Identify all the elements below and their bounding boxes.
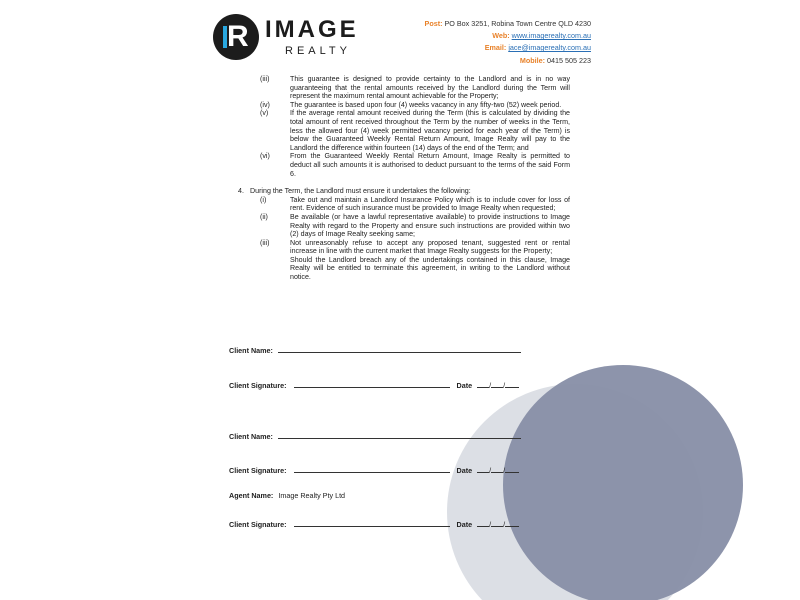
logo-wordmark: IMAGE [265, 16, 359, 43]
clause-text: This guarantee is designed to provide certainty to the Landlord and is in no way guaranteeing that the rental amounts received by the Landlord during the Term will represent the maximum rental amount achievable for the Property; [290, 75, 570, 101]
mobile-label: Mobile: [519, 55, 546, 65]
agent-name-label: Agent Name: [229, 491, 274, 500]
clause-number: (v) [260, 109, 269, 118]
client-signature-row-2 [229, 465, 519, 475]
date-year-field[interactable] [505, 380, 519, 388]
client-signature-row-3 [229, 519, 519, 529]
dark-circle [503, 365, 743, 600]
client-signature-field[interactable] [294, 519, 450, 527]
agent-name-row [229, 491, 345, 500]
date-slash: / [503, 466, 506, 475]
contact-block [425, 18, 591, 67]
clause-number: (vi) [260, 152, 270, 161]
client-signature-field[interactable] [294, 465, 450, 473]
web-label: Web: [492, 31, 510, 41]
client-signature-label: Client Signature: [229, 520, 287, 529]
client-name-label: Client Name: [229, 432, 273, 441]
client-name-row-1 [229, 345, 521, 355]
logo-mark [213, 14, 259, 60]
contact-post [425, 18, 591, 30]
date-day-field[interactable] [477, 519, 492, 529]
clause-text: Be available (or have a lawful representative available) to provide instructions to Image Realty with regard to the Property and ensure such instructions are provided within two (2) days of Image Realty seeking same; [290, 212, 570, 239]
client-signature-label: Client Signature: [229, 381, 287, 390]
clause-item [232, 196, 570, 213]
clause-text: If the average rental amount received during the Term (this is calculated by dividing the total amount of rent received throughout the Term by the number of weeks in the Term, less the allowed four (4) week permitted vacancy period for each year of the Term) is below the Guaranteed Weekly Rental Return Amount, Image Realty will pay to the Landlord the difference within fourteen (14) days of the end of the Term; and [290, 109, 570, 152]
clause-item [232, 75, 570, 101]
contact-web [425, 30, 591, 42]
clause-item [232, 109, 570, 152]
date-month-field[interactable] [491, 380, 506, 390]
date-month-field[interactable] [491, 465, 506, 475]
clause-number: (iii) [260, 238, 270, 247]
web-link[interactable]: www.imagerealty.com.au [511, 31, 591, 41]
clause-closing [232, 256, 570, 282]
clause-text: Not unreasonably refuse to accept any proposed tenant, suggested rent or rental increase in line with the current market that Image Realty suggests for the Property; [290, 238, 570, 256]
date-year-field[interactable] [505, 519, 519, 527]
email-link[interactable]: jace@imagerealty.com.au [508, 43, 591, 53]
logo-letter: R [227, 20, 249, 53]
date-label: Date [456, 381, 473, 390]
clause-number: (iv) [260, 100, 270, 109]
spacer [232, 178, 570, 187]
contact-mobile [425, 55, 591, 67]
client-name-row-2 [229, 431, 521, 441]
date-day-field[interactable] [477, 380, 492, 390]
client-name-field[interactable] [278, 431, 521, 439]
contact-email [425, 42, 591, 54]
client-signature-row-1 [229, 380, 519, 390]
date-month-field[interactable] [491, 519, 506, 529]
clause-item [232, 239, 570, 256]
date-slash: / [503, 520, 506, 529]
date-slash: / [489, 381, 492, 390]
clause-number: (i) [260, 195, 267, 204]
clause-item [232, 213, 570, 239]
clause-4 [232, 187, 570, 196]
clause-text: During the Term, the Landlord must ensure it undertakes the following: [250, 187, 471, 196]
post-label: Post: [424, 19, 443, 28]
date-slash: / [503, 381, 506, 390]
clause-number: 4. [238, 187, 244, 196]
logo-subtitle: REALTY [285, 45, 351, 57]
date-slash: / [489, 466, 492, 475]
client-signature-label: Client Signature: [229, 466, 287, 475]
client-signature-field[interactable] [294, 380, 450, 388]
client-name-label: Client Name: [229, 346, 273, 355]
clause-number: (iii) [260, 75, 270, 83]
post-value: PO Box 3251, Robina Town Centre QLD 4230 [444, 19, 591, 28]
clause-item [232, 152, 570, 178]
clause-item [232, 101, 570, 110]
client-name-field[interactable] [278, 345, 521, 353]
date-label: Date [456, 520, 473, 529]
clause-text: From the Guaranteed Weekly Rental Return Amount, Image Realty is permitted to deduct all such amounts it is authorised to deduct pursuant to the terms of the said Form 6. [290, 152, 570, 178]
agreement-body [232, 75, 570, 282]
email-label: Email: [484, 43, 507, 53]
clause-text: Take out and maintain a Landlord Insurance Policy which is to include cover for loss of rent. Evidence of such insurance must be provided to Image Realty when requested; [290, 195, 570, 213]
mobile-value: 0415 505 223 [547, 55, 591, 65]
clause-number: (ii) [260, 212, 268, 221]
agent-name-value: Image Realty Pty Ltd [278, 491, 346, 500]
image-realty-logo [213, 14, 363, 64]
clause-text: The guarantee is based upon four (4) weeks vacancy in any fifty-two (52) week period. [290, 100, 562, 109]
date-year-field[interactable] [505, 465, 519, 473]
date-slash: / [489, 520, 492, 529]
clause-text: Should the Landlord breach any of the undertakings contained in this clause, Image Realty will be entitled to terminate this agreement, in writing to the Landlord without notice. [290, 255, 570, 282]
date-day-field[interactable] [477, 465, 492, 475]
date-label: Date [456, 466, 473, 475]
